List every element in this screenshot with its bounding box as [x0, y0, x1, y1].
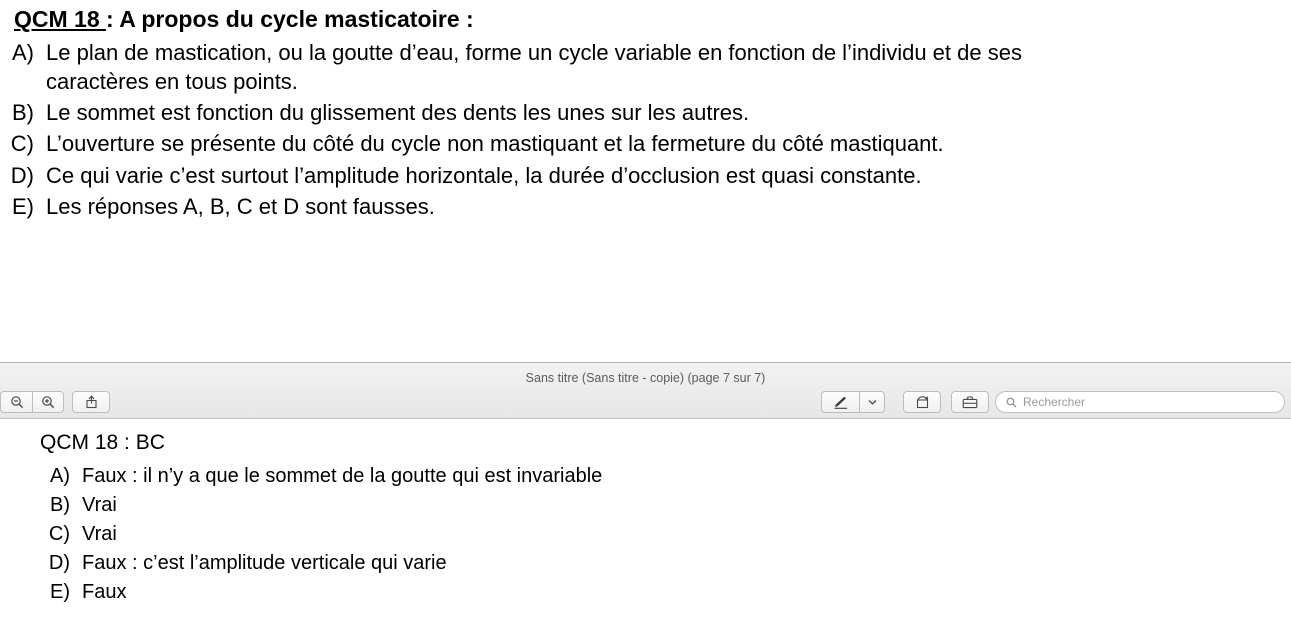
zoom-in-icon [41, 395, 55, 409]
item-text: L’ouverture se présente du côté du cycle non mastiquant et la fermeture du côté mastiquant. [46, 131, 944, 157]
item-text: Faux : c’est l’amplitude verticale qui varie [82, 552, 447, 575]
toolbar-right-group [821, 391, 1285, 413]
list-item [0, 98, 1291, 127]
annotate-toolbox-icon [962, 396, 978, 409]
rotate-icon [915, 395, 930, 409]
list-item [0, 161, 1291, 190]
search-placeholder: Rechercher [1023, 395, 1086, 409]
item-text: Faux [82, 581, 127, 604]
item-letter: D) [48, 552, 70, 575]
list-item [0, 462, 1291, 491]
chevron-down-icon [868, 399, 877, 405]
share-icon [85, 395, 98, 409]
answer-document [0, 419, 1291, 620]
zoom-out-button[interactable] [0, 391, 32, 413]
zoom-button-group [0, 391, 64, 413]
preview-toolbar [0, 363, 1291, 419]
list-item [0, 549, 1291, 578]
markup-button[interactable] [821, 391, 859, 413]
list-item [0, 520, 1291, 549]
preview-window [0, 362, 1291, 620]
item-text: Vrai [82, 523, 117, 546]
search-input[interactable] [995, 391, 1285, 413]
item-letter: E) [12, 193, 34, 219]
zoom-in-button[interactable] [32, 391, 64, 413]
list-item [0, 129, 1291, 158]
item-text: Le sommet est fonction du glissement des dents les unes sur les autres. [46, 100, 750, 126]
item-text: Le plan de mastication, ou la goutte d’eau, forme un cycle variable en fonction de l’individu et de ses caractères en tous points. [46, 39, 1022, 94]
list-item [0, 192, 1291, 221]
answer-list [0, 462, 1291, 607]
item-text: Les réponses A, B, C et D sont fausses. [46, 193, 435, 219]
toolbar-left-group [0, 391, 110, 413]
item-letter: C) [48, 523, 70, 546]
item-letter: A) [12, 39, 34, 65]
item-letter: C) [10, 131, 34, 157]
search-icon [1006, 397, 1017, 408]
list-item [0, 578, 1291, 607]
list-item [0, 38, 1291, 97]
question-answer-list [0, 38, 1291, 222]
item-letter: E) [50, 581, 70, 604]
share-button[interactable] [72, 391, 110, 413]
item-text: Faux : il n’y a que le sommet de la goutte qui est invariable [82, 465, 603, 488]
annotate-button[interactable] [951, 391, 989, 413]
list-item [0, 491, 1291, 520]
markup-button-group [821, 391, 885, 413]
question-title-rest: : A propos du cycle masticatoire : [106, 6, 474, 32]
item-text: Ce qui varie c’est surtout l’amplitude horizontale, la durée d’occlusion est quasi constante. [46, 162, 922, 188]
answer-title: QCM 18 : BC [40, 431, 165, 454]
markup-dropdown-button[interactable] [859, 391, 885, 413]
item-letter: B) [12, 100, 34, 126]
window-title: Sans titre (Sans titre - copie) (page 7 sur 7) [525, 371, 766, 385]
item-letter: D) [10, 162, 34, 188]
question-title-prefix: QCM 18 [14, 6, 107, 32]
markup-pen-icon [833, 396, 849, 409]
item-letter: A) [50, 465, 70, 488]
zoom-out-icon [10, 395, 24, 409]
question-title [0, 0, 1291, 34]
item-letter: B) [50, 494, 70, 517]
item-text: Vrai [82, 494, 117, 517]
rotate-button[interactable] [903, 391, 941, 413]
